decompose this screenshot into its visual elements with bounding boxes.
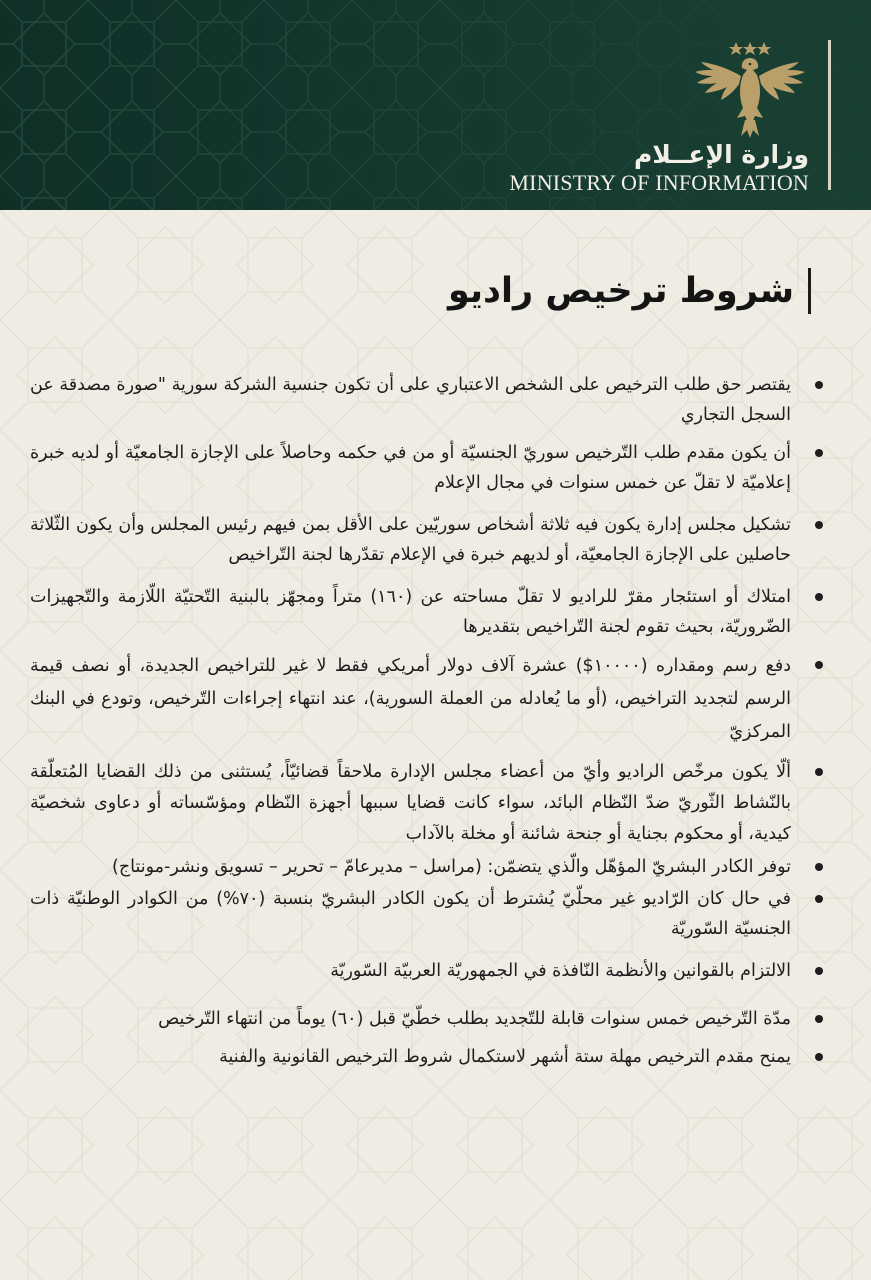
condition-item: دفع رسم ومقداره (١٠٠٠٠$) عشرة آلاف دولار أمريكي فقط لا غير للتراخيص الجديدة، أو نصف قيمة الرسم لتجديد التراخيص، (أو ما يُعادله من العملة السورية)، عند انتهاء إجراءات التّرخيص، وتودع في البنك المركزيّ xyxy=(30,650,815,749)
condition-item: يمنح مقدم الترخيص مهلة ستة أشهر لاستكمال شروط الترخيص القانونية والفنية xyxy=(30,1042,815,1072)
title-block xyxy=(448,268,811,314)
condition-item: تشكيل مجلس إدارة يكون فيه ثلاثة أشخاص سوريّين على الأقل بمن فيهم رئيس المجلس وأن يكون الثّلاثة حاصلين على الإجازة الجامعيّة، أو لديهم خبرة في الإعلام تقدّرها لجنة التّراخيص xyxy=(30,510,815,570)
bullet-icon xyxy=(815,768,823,776)
page-title: شروط ترخيص راديو xyxy=(447,271,794,311)
condition-item: في حال كان الرّاديو غير محلّيّ يُشترط أن يكون الكادر البشريّ بنسبة (٧٠%) من الكوادر الوطنيّة ذات الجنسيّة السّوريّة xyxy=(30,884,815,944)
bullet-icon xyxy=(815,863,823,871)
bullet-icon xyxy=(815,1053,823,1061)
condition-item: مدّة التّرخيص خمس سنوات قابلة للتّجديد بطلب خطّيّ قبل (٦٠) يوماً من انتهاء التّرخيص xyxy=(30,1004,815,1034)
header-banner xyxy=(0,0,871,210)
condition-item: امتلاك أو استئجار مقرّ للراديو لا تقلّ مساحته عن (١٦٠) متراً ومجهّز بالبنية التّحتيّة اللّازمة والتّجهيزات الضّروريّة، بحيث تقوم لجنة التّراخيص بتقديرها xyxy=(30,582,815,642)
bullet-icon xyxy=(815,895,823,903)
bullet-icon xyxy=(815,1015,823,1023)
condition-item: يقتصر حق طلب الترخيص على الشخص الاعتباري على أن تكون جنسية الشركة سورية "صورة مصدقة عن السجل التجاري xyxy=(30,370,815,430)
bullet-icon xyxy=(815,381,823,389)
ministry-brand xyxy=(509,40,809,195)
ministry-name-arabic: وزارة الإعــلام xyxy=(633,140,809,169)
brand-divider xyxy=(828,40,831,190)
bullet-icon xyxy=(815,593,823,601)
eagle-emblem-icon xyxy=(509,40,809,140)
bullet-icon xyxy=(815,967,823,975)
bullet-icon xyxy=(815,661,823,669)
title-accent-bar xyxy=(808,268,811,314)
bullet-icon xyxy=(815,521,823,529)
conditions-list xyxy=(30,370,815,1072)
ministry-name-english: MINISTRY OF INFORMATION xyxy=(509,170,809,195)
condition-item: توفر الكادر البشريّ المؤهّل والّذي يتضمّن: (مراسل – مديرعامّ – تحرير – تسويق ونشر-مونتاج) xyxy=(30,852,815,882)
bullet-icon xyxy=(815,449,823,457)
condition-item: الالتزام بالقوانين والأنظمة النّافذة في الجمهوريّة العربيّة السّوريّة xyxy=(30,956,815,986)
condition-item: أن يكون مقدم طلب التّرخيص سوريّ الجنسيّة أو من في حكمه وحاصلاً على الإجازة الجامعيّة أو لديه خبرة إعلاميّة لا تقلّ عن خمس سنوات في مجال الإعلام xyxy=(30,438,815,498)
condition-item: ألّا يكون مرخّص الراديو وأيّ من أعضاء مجلس الإدارة ملاحقاً قضائيّاً، يُستثنى من ذلك القضايا المُتعلّقة بالنّشاط الثّوريّ ضدّ النّظام البائد، سواء كانت قضايا سببها أجهزة النّظام ومؤسّساته أو دعاوى شخصيّة كيدية، أو محكوم بجناية أو جنحة شائنة أو مخلة بالآداب xyxy=(30,757,815,850)
